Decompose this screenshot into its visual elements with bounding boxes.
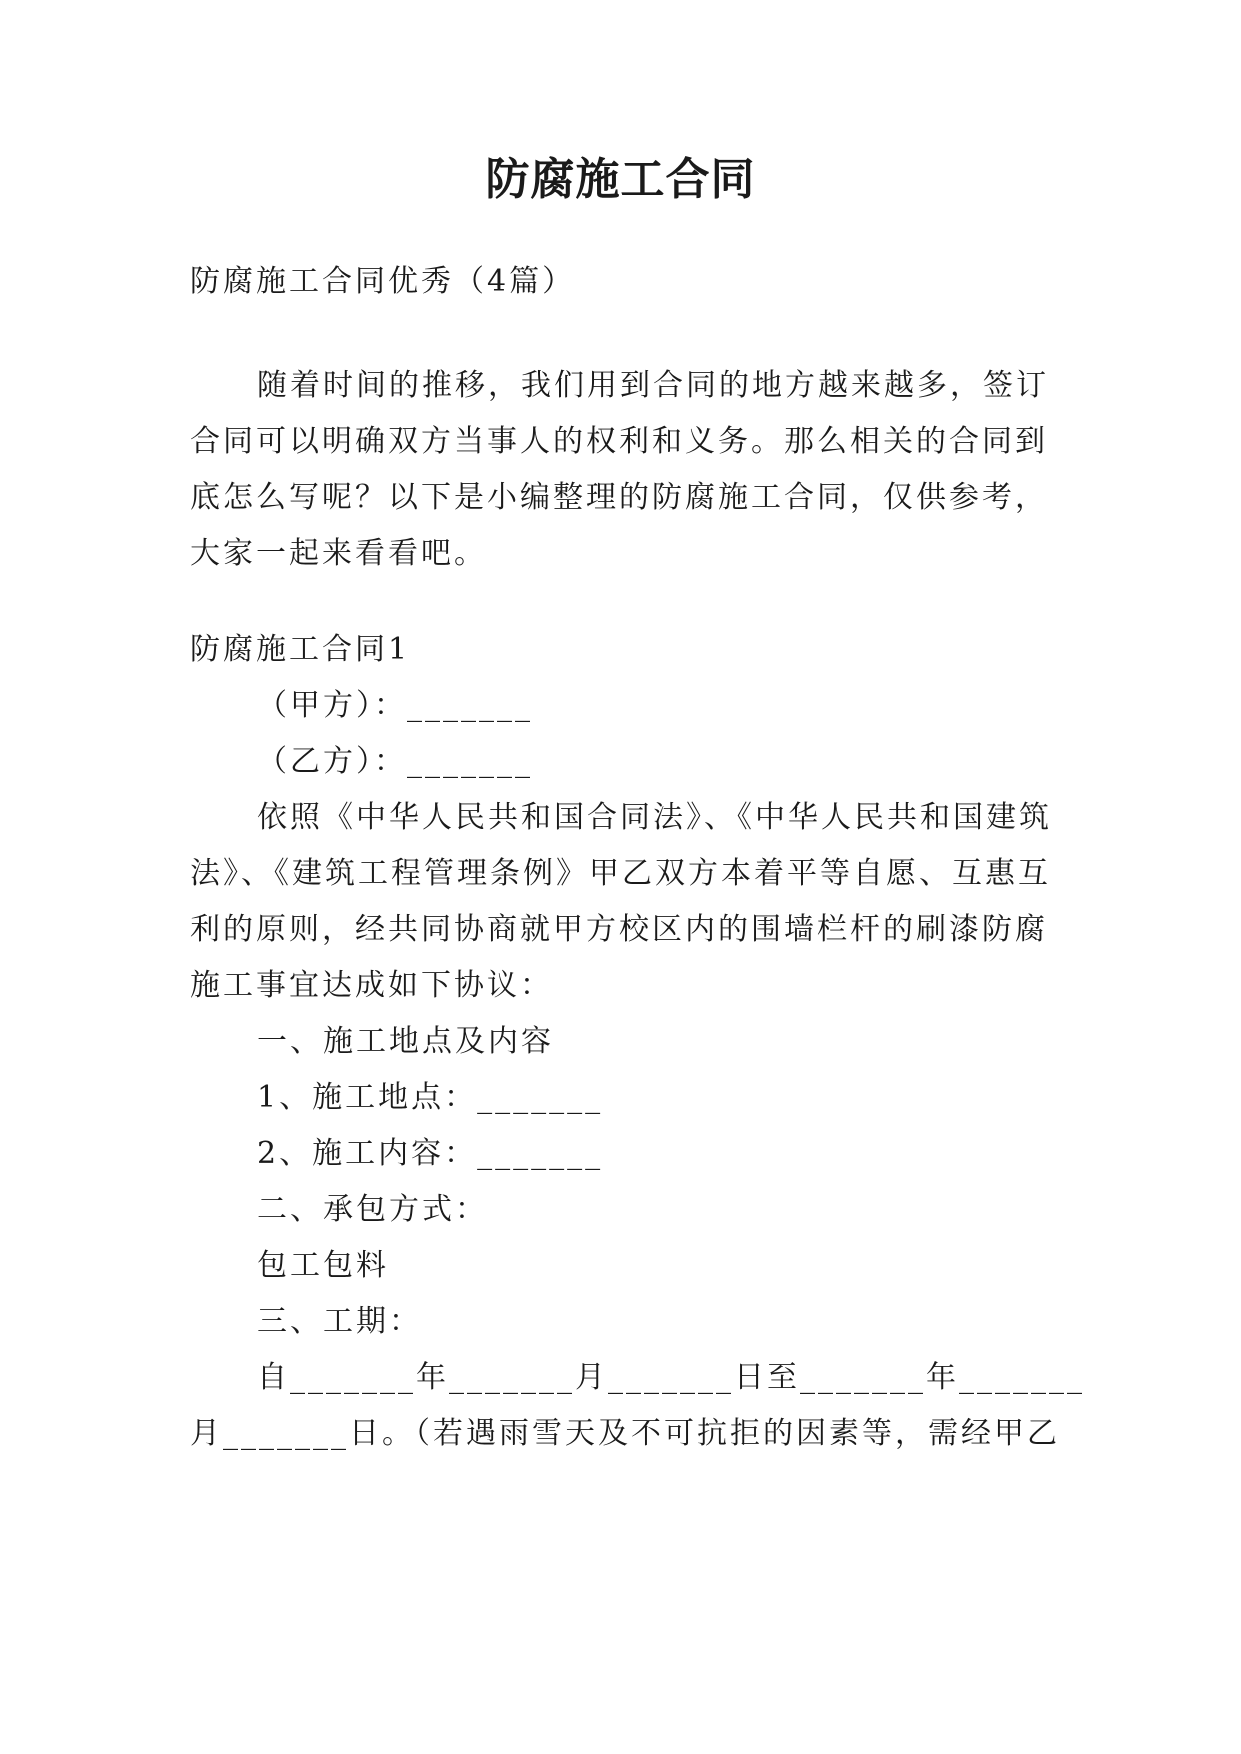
clause-item: 2、施工内容：_______ bbox=[257, 1136, 604, 1171]
party-b-line: （乙方）：_______ bbox=[257, 744, 533, 779]
clause-item: 1、施工地点：_______ bbox=[257, 1080, 604, 1115]
intro-line: 随着时间的推移，我们用到合同的地方越来越多，签订 bbox=[257, 368, 1049, 403]
basis-line: 法》、《建筑工程管理条例》甲乙双方本着平等自愿、互惠互 bbox=[190, 856, 1051, 891]
clause-heading: 一、施工地点及内容 bbox=[257, 1024, 554, 1059]
period-line: 月_______日。（若遇雨雪天及不可抗拒的因素等，需经甲乙 bbox=[190, 1416, 1060, 1451]
clause-heading: 三、工期： bbox=[257, 1304, 422, 1339]
document-title: 防腐施工合同 bbox=[485, 154, 756, 205]
document-subtitle: 防腐施工合同优秀（4篇） bbox=[190, 264, 576, 299]
party-a-line: （甲方）：_______ bbox=[257, 688, 533, 723]
section-heading: 防腐施工合同1 bbox=[190, 632, 411, 667]
intro-line: 大家一起来看看吧。 bbox=[190, 536, 487, 571]
intro-line: 底怎么写呢？以下是小编整理的防腐施工合同，仅供参考， bbox=[190, 480, 1048, 515]
basis-line: 依照《中华人民共和国合同法》、《中华人民共和国建筑 bbox=[257, 800, 1052, 835]
basis-line: 施工事宜达成如下协议： bbox=[190, 968, 553, 1003]
period-line: 自_______年_______月_______日至_______年_______ bbox=[257, 1360, 1085, 1395]
clause-heading: 二、承包方式： bbox=[257, 1192, 488, 1227]
clause-value: 包工包料 bbox=[257, 1248, 389, 1283]
basis-line: 利的原则，经共同协商就甲方校区内的围墙栏杆的刷漆防腐 bbox=[190, 912, 1048, 947]
intro-line: 合同可以明确双方当事人的权利和义务。那么相关的合同到 bbox=[190, 424, 1048, 459]
